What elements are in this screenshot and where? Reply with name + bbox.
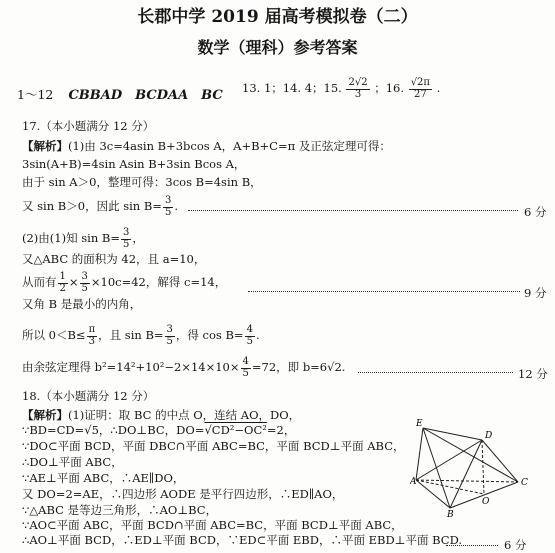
q17-score-12: 12 分 xyxy=(518,367,548,381)
q18-line-9: ∴AO⊥平面 BCD，∴ED⊥平面 BCD，∵ED⊂平面 EBD，∴平面 EBD⊥平面 BCD. xyxy=(22,533,463,547)
fill-13-14: 13. 1；14. 4；15. xyxy=(242,81,342,95)
q17-score-6: 6 分 xyxy=(524,205,547,219)
fill-answers-row: 13. 1；14. 4；15. $\frac{2√2}{3}$ ；16. $\frac{√2\pi}{27}$ . xyxy=(242,77,441,100)
fraction: $\frac{3}{5}$ xyxy=(81,271,88,294)
label-a: A xyxy=(410,477,417,487)
dot-leader xyxy=(358,372,513,373)
q17-line-9: 所以 0＜B≤ $\frac{\pi}{3}$ ，且 sin B= $\frac{3}{5}$ ，得 cos B= $\frac{4}{5}$ . xyxy=(22,324,260,347)
q18-line-6: 又 DO=2=AE，∴四边形 AODE 是平行四边形，∴ED∥AO， xyxy=(22,487,344,501)
label-d: D xyxy=(485,431,493,441)
q17-line-5: (2)由(1)知 sin B= $\frac{3}{5}$ ， xyxy=(22,227,144,250)
q17-line-4: 又 sin B＞0，因此 sin B= $\frac{3}{5}$ . xyxy=(22,195,178,218)
q17-line-2: 3sin(A+B)=4sin Asin B+3sin Bcos A， xyxy=(22,157,246,171)
edge-dc xyxy=(482,440,518,482)
tetrahedron-figure xyxy=(410,418,550,518)
choice-answers: CBBAD BCDAA BC xyxy=(68,88,223,103)
q18-line-5: ∵AE⊥平面 ABC，∴AE∥DO， xyxy=(22,471,185,485)
edge-do xyxy=(482,440,484,494)
fraction: $\frac{1}{2}$ xyxy=(59,271,66,294)
q17-line-7: 从而有 $\frac{1}{2}$ × $\frac{3}{5}$ ×10c=42，解得 c=14， xyxy=(22,271,227,294)
q17-line-3: 由于 sin A＞0，整理可得：3cos B=4sin B， xyxy=(22,175,262,189)
fill-16-fraction: $\frac{√2\pi}{27}$ xyxy=(410,77,430,100)
dot-leader xyxy=(446,545,498,546)
edge-ea xyxy=(416,428,423,480)
fraction: $\frac{4}{5}$ xyxy=(242,356,249,379)
fraction: $\frac{3}{5}$ xyxy=(122,227,130,250)
label-c: C xyxy=(521,478,528,488)
q18-score-6: 6 分 xyxy=(504,538,527,552)
q18-line-7: ∵△ABC 是等边三角形，∴AO⊥BC， xyxy=(22,503,218,517)
fraction: $\frac{4}{5}$ xyxy=(246,324,253,347)
q17-line-10: 由余弦定理得 b²=14²+10²−2×14×10× $\frac{4}{5}$ =72，即 b=6√2. xyxy=(22,356,346,379)
fill-16-label: ；16. xyxy=(374,81,405,95)
q18-line-1: 【解析】(1)证明：取 BC 的中点 O，连结 AO，DO， xyxy=(22,408,301,422)
q17-score-9: 9 分 xyxy=(524,286,547,300)
dot-leader xyxy=(248,291,520,292)
edge-ed xyxy=(423,428,482,440)
q17-heading: 17.（本小题满分 12 分） xyxy=(22,119,155,133)
fraction: $\frac{\pi}{3}$ xyxy=(88,324,96,347)
q17-line-1: 【解析】(1)由 3c=4asin B+3bcos A，A+B+C=π 及正弦定理可得： xyxy=(22,139,391,153)
dot-leader xyxy=(188,210,518,211)
document-subtitle: 数学（理科）参考答案 xyxy=(197,38,358,57)
edge-ac xyxy=(416,480,518,482)
q18-line-3: ∵DO⊂平面 BCD，平面 DBC∩平面 ABC=BC，平面 BCD⊥平面 ABC， xyxy=(22,439,405,453)
q17-line-6: 又△ABC 的面积为 42，且 a=10， xyxy=(22,252,206,266)
q18-line-8: ∵AO⊂平面 ABC，平面 BCD∩平面 ABC=BC，平面 BCD⊥平面 ABC， xyxy=(22,518,403,532)
choice-answers-row xyxy=(17,86,223,102)
fraction: $\frac{3}{5}$ xyxy=(164,195,172,218)
q18-line-2: ∵BD=CD=√5，∴DO⊥BC，DO=√CD²−OC²=2， xyxy=(22,423,296,437)
label-e: E xyxy=(416,419,423,429)
label-o: O xyxy=(482,497,490,507)
edge-ao xyxy=(416,480,484,494)
fill-15-fraction: $\frac{2√2}{3}$ xyxy=(348,77,368,100)
document-title: 长郡中学 2019 届高考模拟卷（二） xyxy=(137,7,418,27)
fraction: $\frac{3}{5}$ xyxy=(166,324,173,347)
choice-range: 1～12 xyxy=(17,87,54,102)
q17-line-8: 又角 B 是最小的内角， xyxy=(22,297,142,311)
label-b: B xyxy=(447,510,454,518)
q18-line-4: ∴DO⊥平面 ABC， xyxy=(22,455,123,469)
q18-heading: 18.（本小题满分 12 分） xyxy=(22,389,155,403)
edge-ec xyxy=(423,428,518,482)
